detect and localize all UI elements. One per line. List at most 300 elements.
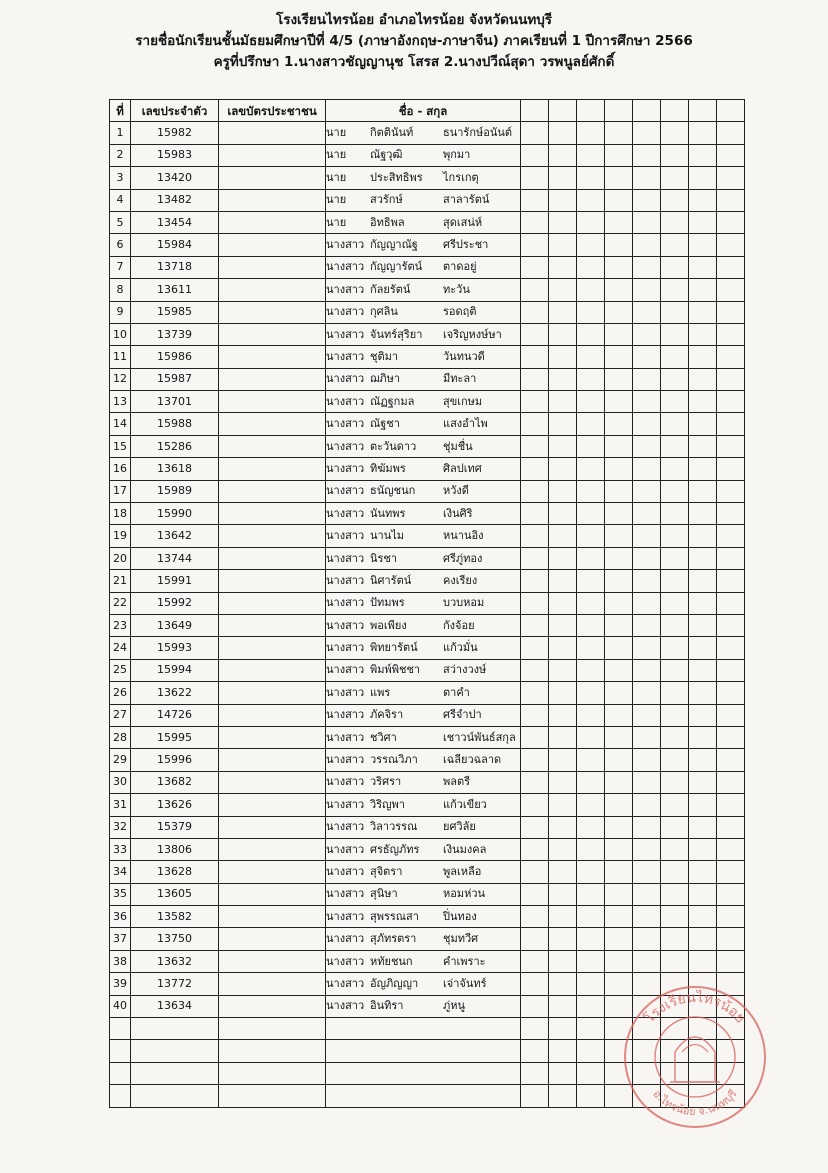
student-id: 13718 <box>131 256 219 278</box>
blank-cell <box>689 122 717 144</box>
student-name <box>326 682 521 704</box>
blank-cell <box>605 906 633 928</box>
blank-cell <box>661 861 689 883</box>
blank-cell <box>633 906 661 928</box>
student-name <box>326 279 521 301</box>
blank-cell <box>549 279 577 301</box>
national-id <box>219 323 326 345</box>
blank-cell <box>577 323 605 345</box>
blank-cell <box>661 256 689 278</box>
table-header-row <box>110 100 745 122</box>
student-name <box>326 659 521 681</box>
student-name <box>326 144 521 166</box>
student-name <box>326 503 521 525</box>
row-number: 10 <box>110 323 131 345</box>
last-name: ชุ่มชื่น <box>443 439 473 453</box>
student-name <box>326 256 521 278</box>
blank-cell <box>717 749 745 771</box>
blank-cell <box>549 883 577 905</box>
table-row <box>110 928 745 950</box>
blank-cell <box>633 749 661 771</box>
national-id <box>219 771 326 793</box>
blank-cell <box>633 682 661 704</box>
blank-cell <box>549 637 577 659</box>
blank-cell <box>521 973 549 995</box>
blank-cell <box>549 794 577 816</box>
name-prefix: นางสาว <box>326 641 365 655</box>
name-prefix: นางสาว <box>326 260 365 274</box>
blank-cell <box>577 413 605 435</box>
row-number: 37 <box>110 928 131 950</box>
school-title: โรงเรียนไทรน้อย อำเภอไทรน้อย จังหวัดนนทบุรี <box>275 12 553 28</box>
blank-cell <box>577 1085 605 1107</box>
first-name: วรรณวิภา <box>370 753 418 767</box>
blank-cell <box>689 883 717 905</box>
student-name <box>326 592 521 614</box>
blank-cell <box>661 279 689 301</box>
student-name <box>326 928 521 950</box>
blank-cell <box>717 122 745 144</box>
blank-cell <box>577 973 605 995</box>
national-id <box>219 614 326 636</box>
blank-cell <box>549 570 577 592</box>
blank-cell <box>633 122 661 144</box>
student-name <box>326 637 521 659</box>
blank-cell <box>689 167 717 189</box>
last-name: ศรีภู่ทอง <box>443 551 483 565</box>
national-id <box>219 838 326 860</box>
national-id <box>219 279 326 301</box>
student-id: 13642 <box>131 525 219 547</box>
class-list-title: รายชื่อนักเรียนชั้นมัธยมศึกษาปีที่ 4/5 (ภาษาอังกฤษ-ภาษาจีน) ภาคเรียนที่ 1 ปีการศึกษา 2566 <box>135 33 693 49</box>
last-name: สุดเสน่ห์ <box>443 215 483 229</box>
national-id <box>219 503 326 525</box>
row-number: 29 <box>110 749 131 771</box>
document-header <box>0 10 828 73</box>
blank-cell <box>605 883 633 905</box>
blank-cell <box>661 749 689 771</box>
blank-cell <box>661 503 689 525</box>
blank-cell <box>717 950 745 972</box>
blank-cell <box>633 256 661 278</box>
student-name <box>326 861 521 883</box>
student-name <box>326 301 521 323</box>
first-name: ณัฏฐกมล <box>370 394 415 408</box>
blank-cell <box>549 704 577 726</box>
student-id: 13582 <box>131 906 219 928</box>
name-prefix: นางสาว <box>326 372 365 386</box>
blank-cell <box>689 189 717 211</box>
student-name <box>326 234 521 256</box>
blank-cell <box>633 144 661 166</box>
student-name <box>326 771 521 793</box>
national-id <box>219 861 326 883</box>
national-id <box>219 122 326 144</box>
student-name <box>326 435 521 457</box>
blank-cell <box>689 659 717 681</box>
first-name: กัญญารัตน์ <box>370 260 423 274</box>
table-row <box>110 279 745 301</box>
blank-cell <box>577 592 605 614</box>
student-id: 15991 <box>131 570 219 592</box>
blank-cell <box>326 1040 521 1062</box>
last-name: แก้วมั่น <box>443 641 478 655</box>
last-name: สว่างวงษ์ <box>443 663 487 677</box>
blank-cell <box>549 391 577 413</box>
blank-cell <box>605 279 633 301</box>
name-prefix: นางสาว <box>326 484 365 498</box>
blank-cell <box>326 1062 521 1084</box>
blank-cell <box>549 749 577 771</box>
blank-cell <box>549 413 577 435</box>
student-id: 15986 <box>131 346 219 368</box>
blank-cell <box>661 122 689 144</box>
last-name: ภู่หนู <box>443 999 466 1013</box>
row-number: 28 <box>110 726 131 748</box>
blank-cell <box>326 1018 521 1040</box>
blank-cell <box>717 503 745 525</box>
blank-cell <box>549 458 577 480</box>
national-id <box>219 950 326 972</box>
national-id <box>219 973 326 995</box>
row-number: 2 <box>110 144 131 166</box>
national-id <box>219 211 326 233</box>
blank-cell <box>577 749 605 771</box>
first-name: ตะวันดาว <box>370 439 417 453</box>
student-id: 15995 <box>131 726 219 748</box>
blank-cell <box>689 256 717 278</box>
student-id: 15988 <box>131 413 219 435</box>
first-name: ชวิศา <box>370 730 397 744</box>
blank-cell <box>633 413 661 435</box>
col-header-blank <box>605 100 633 122</box>
last-name: ตาดอยู่ <box>443 260 477 274</box>
blank-cell <box>549 973 577 995</box>
student-name <box>326 547 521 569</box>
blank-cell <box>605 435 633 457</box>
national-id <box>219 816 326 838</box>
table-row <box>110 234 745 256</box>
blank-cell <box>661 391 689 413</box>
blank-cell <box>549 614 577 636</box>
blank-cell <box>549 838 577 860</box>
last-name: ไกรเกตุ <box>443 170 479 184</box>
blank-cell <box>661 794 689 816</box>
col-header-blank <box>633 100 661 122</box>
blank-cell <box>717 883 745 905</box>
last-name: ศรีประชา <box>443 238 489 252</box>
table-row <box>110 794 745 816</box>
national-id <box>219 256 326 278</box>
blank-cell <box>661 435 689 457</box>
blank-cell <box>633 659 661 681</box>
blank-cell <box>521 1018 549 1040</box>
student-name <box>326 570 521 592</box>
blank-cell <box>717 391 745 413</box>
name-prefix: นางสาว <box>326 506 365 520</box>
row-number: 8 <box>110 279 131 301</box>
blank-cell <box>605 391 633 413</box>
last-name: วันทนวดี <box>443 349 485 363</box>
student-name <box>326 906 521 928</box>
first-name: พอเพียง <box>370 618 407 632</box>
row-number: 5 <box>110 211 131 233</box>
last-name: หวังดี <box>443 484 469 498</box>
student-name <box>326 950 521 972</box>
blank-cell <box>110 1062 131 1084</box>
blank-cell <box>605 816 633 838</box>
blank-cell <box>521 323 549 345</box>
table-row <box>110 413 745 435</box>
blank-cell <box>661 323 689 345</box>
national-id <box>219 391 326 413</box>
blank-cell <box>577 391 605 413</box>
blank-cell <box>633 189 661 211</box>
blank-cell <box>219 1018 326 1040</box>
first-name: หทัยชนก <box>370 954 413 968</box>
student-name <box>326 749 521 771</box>
blank-cell <box>689 726 717 748</box>
blank-cell <box>549 995 577 1017</box>
blank-cell <box>605 301 633 323</box>
blank-cell <box>577 458 605 480</box>
blank-cell <box>633 816 661 838</box>
student-id: 15996 <box>131 749 219 771</box>
table-row <box>110 256 745 278</box>
blank-cell <box>689 413 717 435</box>
national-id <box>219 704 326 726</box>
blank-cell <box>689 816 717 838</box>
blank-cell <box>577 614 605 636</box>
blank-cell <box>717 614 745 636</box>
blank-cell <box>661 570 689 592</box>
national-id <box>219 435 326 457</box>
student-name <box>326 704 521 726</box>
blank-cell <box>717 189 745 211</box>
blank-cell <box>577 637 605 659</box>
blank-cell <box>633 704 661 726</box>
blank-cell <box>605 368 633 390</box>
blank-cell <box>521 704 549 726</box>
name-prefix: นางสาว <box>326 282 365 296</box>
blank-cell <box>633 480 661 502</box>
blank-cell <box>577 906 605 928</box>
table-row <box>110 547 745 569</box>
blank-cell <box>549 906 577 928</box>
blank-cell <box>605 614 633 636</box>
blank-cell <box>661 167 689 189</box>
student-name <box>326 525 521 547</box>
name-prefix: นางสาว <box>326 618 365 632</box>
col-header-blank <box>521 100 549 122</box>
blank-cell <box>605 122 633 144</box>
blank-cell <box>661 368 689 390</box>
first-name: พิทยารัตน์ <box>370 641 418 655</box>
blank-cell <box>521 838 549 860</box>
blank-cell <box>521 726 549 748</box>
row-number: 12 <box>110 368 131 390</box>
blank-cell <box>549 861 577 883</box>
first-name: สุภัทรตรา <box>370 932 417 946</box>
table-row <box>110 592 745 614</box>
table-row <box>110 682 745 704</box>
name-prefix: นางสาว <box>326 775 365 789</box>
last-name: เฉลียวฉลาด <box>443 753 502 767</box>
student-name <box>326 346 521 368</box>
last-name: สาลารัตน์ <box>443 193 490 207</box>
blank-cell <box>661 211 689 233</box>
row-number: 30 <box>110 771 131 793</box>
blank-cell <box>689 614 717 636</box>
blank-cell <box>521 592 549 614</box>
blank-cell <box>577 838 605 860</box>
blank-cell <box>521 167 549 189</box>
blank-cell <box>605 211 633 233</box>
student-name <box>326 189 521 211</box>
blank-cell <box>633 570 661 592</box>
blank-cell <box>633 861 661 883</box>
blank-cell <box>605 547 633 569</box>
table-row <box>110 861 745 883</box>
blank-cell <box>577 525 605 547</box>
blank-cell <box>521 1062 549 1084</box>
blank-cell <box>605 861 633 883</box>
blank-cell <box>689 234 717 256</box>
blank-cell <box>633 368 661 390</box>
student-roster-table <box>109 99 745 1108</box>
blank-cell <box>577 435 605 457</box>
table-row <box>110 435 745 457</box>
national-id <box>219 234 326 256</box>
student-name <box>326 883 521 905</box>
student-id: 15286 <box>131 435 219 457</box>
student-id: 13626 <box>131 794 219 816</box>
last-name: พูลเหลือ <box>443 864 482 878</box>
seal-bottom-text: อ.ไทรน้อย จ.นนทบุรี <box>650 1087 740 1119</box>
row-number: 16 <box>110 458 131 480</box>
blank-cell <box>661 525 689 547</box>
blank-cell <box>633 928 661 950</box>
blank-cell <box>661 458 689 480</box>
name-prefix: นางสาว <box>326 864 365 878</box>
name-prefix: นางสาว <box>326 417 365 431</box>
name-prefix: นางสาว <box>326 596 365 610</box>
blank-cell <box>110 1085 131 1107</box>
student-id: 15994 <box>131 659 219 681</box>
student-id: 13739 <box>131 323 219 345</box>
blank-cell <box>605 234 633 256</box>
blank-cell <box>689 794 717 816</box>
name-prefix: นางสาว <box>326 708 365 722</box>
blank-cell <box>661 771 689 793</box>
blank-cell <box>661 614 689 636</box>
blank-cell <box>521 122 549 144</box>
first-name: ปัทมพร <box>370 596 405 610</box>
blank-cell <box>717 704 745 726</box>
first-name: สุพรรณสา <box>370 909 419 923</box>
blank-cell <box>605 413 633 435</box>
student-name <box>326 816 521 838</box>
blank-cell <box>689 323 717 345</box>
name-prefix: นาย <box>326 126 347 140</box>
blank-cell <box>717 525 745 547</box>
last-name: เงินมงคล <box>443 842 487 856</box>
row-number: 27 <box>110 704 131 726</box>
blank-cell <box>577 883 605 905</box>
national-id <box>219 726 326 748</box>
table-row <box>110 346 745 368</box>
student-id: 13420 <box>131 167 219 189</box>
blank-cell <box>605 346 633 368</box>
blank-cell <box>661 726 689 748</box>
student-name <box>326 973 521 995</box>
table-row <box>110 323 745 345</box>
blank-cell <box>577 1062 605 1084</box>
row-number: 34 <box>110 861 131 883</box>
blank-cell <box>326 1085 521 1107</box>
table-row <box>110 704 745 726</box>
blank-cell <box>689 301 717 323</box>
blank-cell <box>521 525 549 547</box>
blank-cell <box>577 771 605 793</box>
blank-cell <box>605 749 633 771</box>
blank-cell <box>219 1085 326 1107</box>
blank-cell <box>577 726 605 748</box>
blank-cell <box>521 906 549 928</box>
blank-cell <box>717 458 745 480</box>
student-id: 13750 <box>131 928 219 950</box>
blank-cell <box>633 435 661 457</box>
blank-cell <box>661 816 689 838</box>
table-row <box>110 883 745 905</box>
blank-cell <box>661 682 689 704</box>
blank-cell <box>633 771 661 793</box>
svg-text:โรงเรียนไทรน้อย <box>641 989 748 1027</box>
last-name: ตาคำ <box>443 685 470 699</box>
blank-cell <box>521 391 549 413</box>
first-name: อิทธิพล <box>370 215 405 229</box>
table-row <box>110 167 745 189</box>
blank-cell <box>521 503 549 525</box>
table-row <box>110 570 745 592</box>
blank-cell <box>549 435 577 457</box>
row-number: 31 <box>110 794 131 816</box>
blank-cell <box>661 704 689 726</box>
name-prefix: นางสาว <box>326 394 365 408</box>
blank-cell <box>605 637 633 659</box>
last-name: พุกมา <box>443 148 471 162</box>
name-prefix: นางสาว <box>326 887 365 901</box>
blank-cell <box>633 950 661 972</box>
row-number: 24 <box>110 637 131 659</box>
row-number: 3 <box>110 167 131 189</box>
student-id: 13482 <box>131 189 219 211</box>
first-name: กัญญาณัฐ <box>370 238 418 252</box>
blank-cell <box>577 503 605 525</box>
blank-cell <box>633 726 661 748</box>
row-number: 38 <box>110 950 131 972</box>
blank-cell <box>131 1018 219 1040</box>
blank-cell <box>521 950 549 972</box>
blank-cell <box>633 391 661 413</box>
blank-cell <box>717 547 745 569</box>
student-id: 15379 <box>131 816 219 838</box>
first-name: ศรธัญภัทร <box>370 842 420 856</box>
blank-cell <box>717 435 745 457</box>
table-row <box>110 816 745 838</box>
name-prefix: นางสาว <box>326 797 365 811</box>
col-header-blank <box>661 100 689 122</box>
